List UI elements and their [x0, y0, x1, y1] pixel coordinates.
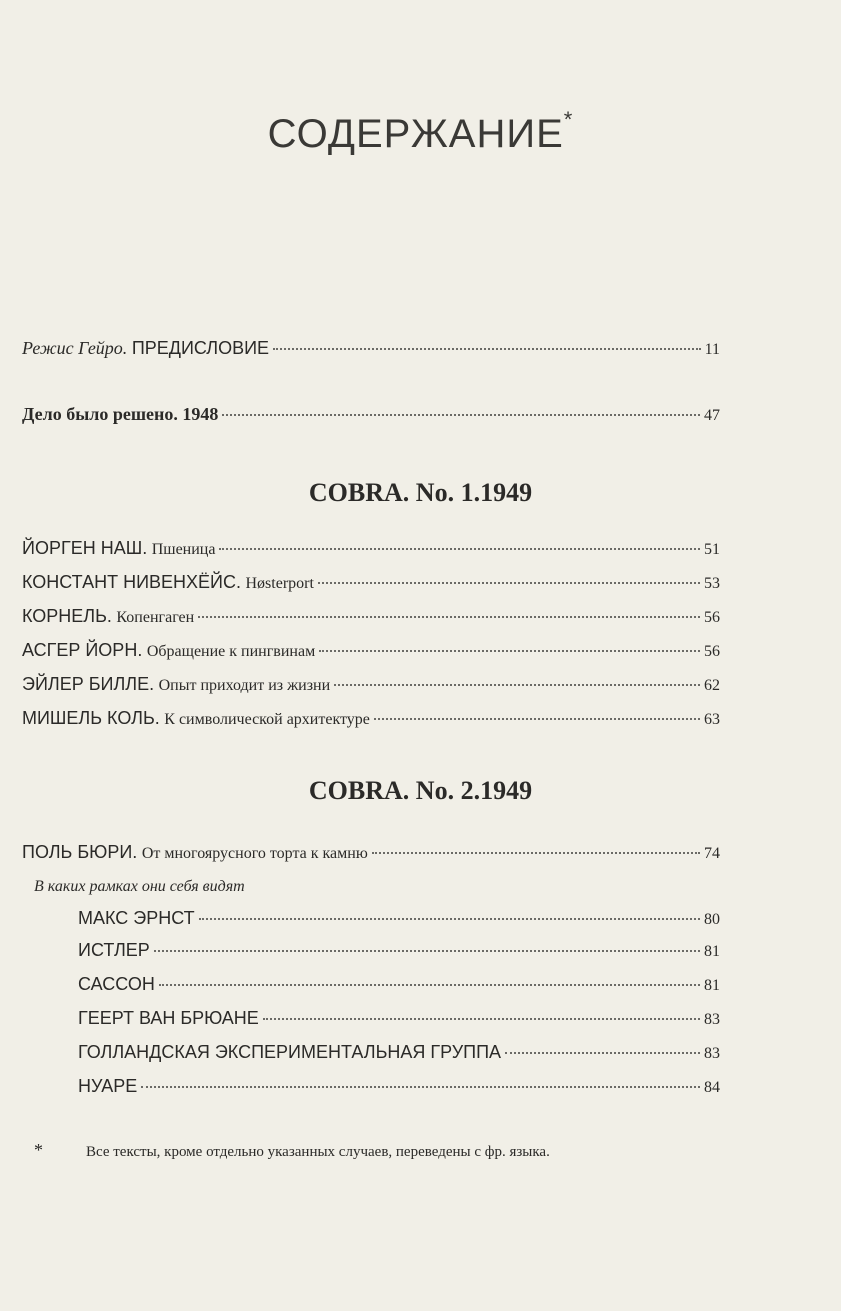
- entry-author: НУАРЕ: [78, 1076, 138, 1096]
- dot-leader: [273, 348, 701, 350]
- dot-leader: [198, 616, 700, 618]
- page-number: 74: [704, 845, 720, 862]
- dot-leader: [263, 1018, 700, 1020]
- entry-author: КОНСТАНТ НИВЕНХЁЙС.: [22, 572, 241, 592]
- toc-subentry[interactable]: [78, 940, 720, 961]
- entry-author: Режис Гейро.: [22, 338, 128, 358]
- entry-author: ЭЙЛЕР БИЛЛЕ.: [22, 674, 155, 694]
- dot-leader: [159, 984, 700, 986]
- toc-subentry[interactable]: [78, 1076, 720, 1097]
- page-number: 80: [704, 911, 720, 928]
- subsection-heading: В каких рамках они себя видят: [34, 878, 245, 895]
- dot-leader: [141, 1086, 700, 1088]
- page-number: 84: [704, 1079, 720, 1096]
- toc-subentry[interactable]: [78, 908, 720, 929]
- entry-title: Обращение к пингвинам: [146, 643, 316, 660]
- page-number: 56: [704, 609, 720, 626]
- entry-author: КОРНЕЛЬ.: [22, 606, 112, 626]
- toc-subentry[interactable]: [78, 1008, 720, 1029]
- entry-title: ПРЕДИСЛОВИЕ: [131, 338, 270, 358]
- footnote-mark: *: [34, 1140, 43, 1160]
- entry-title: Копенгаген: [116, 609, 195, 626]
- toc-subentry[interactable]: [78, 1042, 720, 1063]
- entry-title: Дело было решено. 1948: [22, 404, 219, 424]
- entry-title: Høsterport: [245, 575, 314, 592]
- toc-entry[interactable]: [22, 842, 720, 863]
- dot-leader: [372, 852, 700, 854]
- page-number: 83: [704, 1011, 720, 1028]
- dot-leader: [318, 582, 700, 584]
- entry-author: АСГЕР ЙОРН.: [22, 640, 143, 660]
- page-number: 81: [704, 943, 720, 960]
- title-footnote-mark: *: [563, 106, 574, 132]
- toc-entry[interactable]: [22, 674, 720, 695]
- page-number: 83: [704, 1045, 720, 1062]
- toc-entry[interactable]: [22, 606, 720, 627]
- footnote-text: Все тексты, кроме отдельно указанных случаев, переведены с фр. языка.: [86, 1144, 550, 1160]
- page-number: 51: [704, 541, 720, 558]
- dot-leader: [219, 548, 700, 550]
- dot-leader: [222, 414, 700, 416]
- toc-entry-1948[interactable]: [22, 404, 720, 425]
- page-number: 62: [704, 677, 720, 694]
- toc-entry[interactable]: [22, 640, 720, 661]
- entry-author: ПОЛЬ БЮРИ.: [22, 842, 138, 862]
- page-number: 47: [704, 407, 720, 424]
- toc-entry[interactable]: [22, 708, 720, 729]
- entry-author: ГОЛЛАНДСКАЯ ЭКСПЕРИМЕНТАЛЬНАЯ ГРУППА: [78, 1042, 502, 1062]
- entry-author: МИШЕЛЬ КОЛЬ.: [22, 708, 160, 728]
- toc-entry-preface[interactable]: [22, 338, 720, 359]
- dot-leader: [154, 950, 700, 952]
- dot-leader: [505, 1052, 700, 1054]
- page-number: 56: [704, 643, 720, 660]
- toc-subentry[interactable]: [78, 974, 720, 995]
- page-number: 11: [704, 341, 720, 358]
- section-heading-cobra-2: COBRA. No. 2.1949: [308, 776, 533, 805]
- entry-author: ИСТЛЕР: [78, 940, 150, 960]
- dot-leader: [374, 718, 700, 720]
- entry-author: МАКС ЭРНСТ: [78, 908, 195, 928]
- entry-title: К символической архитектуре: [164, 711, 370, 728]
- entry-author: САССОН: [78, 974, 155, 994]
- entry-author: ЙОРГЕН НАШ.: [22, 538, 148, 558]
- dot-leader: [319, 650, 700, 652]
- entry-title: От многоярусного торта к камню: [141, 845, 368, 862]
- dot-leader: [334, 684, 700, 686]
- page-number: 63: [704, 711, 720, 728]
- page-number: 81: [704, 977, 720, 994]
- section-heading-cobra-1: COBRA. No. 1.1949: [308, 478, 533, 507]
- page-title: СОДЕРЖАНИЕ*: [267, 106, 574, 156]
- toc-entry[interactable]: [22, 538, 720, 559]
- entry-title: Пшеница: [151, 541, 216, 558]
- entry-author: ГЕЕРТ ВАН БРЮАНЕ: [78, 1008, 259, 1028]
- footnote: [34, 1140, 550, 1161]
- dot-leader: [199, 918, 700, 920]
- entry-title: Опыт приходит из жизни: [158, 677, 331, 694]
- toc-entry[interactable]: [22, 572, 720, 593]
- page-number: 53: [704, 575, 720, 592]
